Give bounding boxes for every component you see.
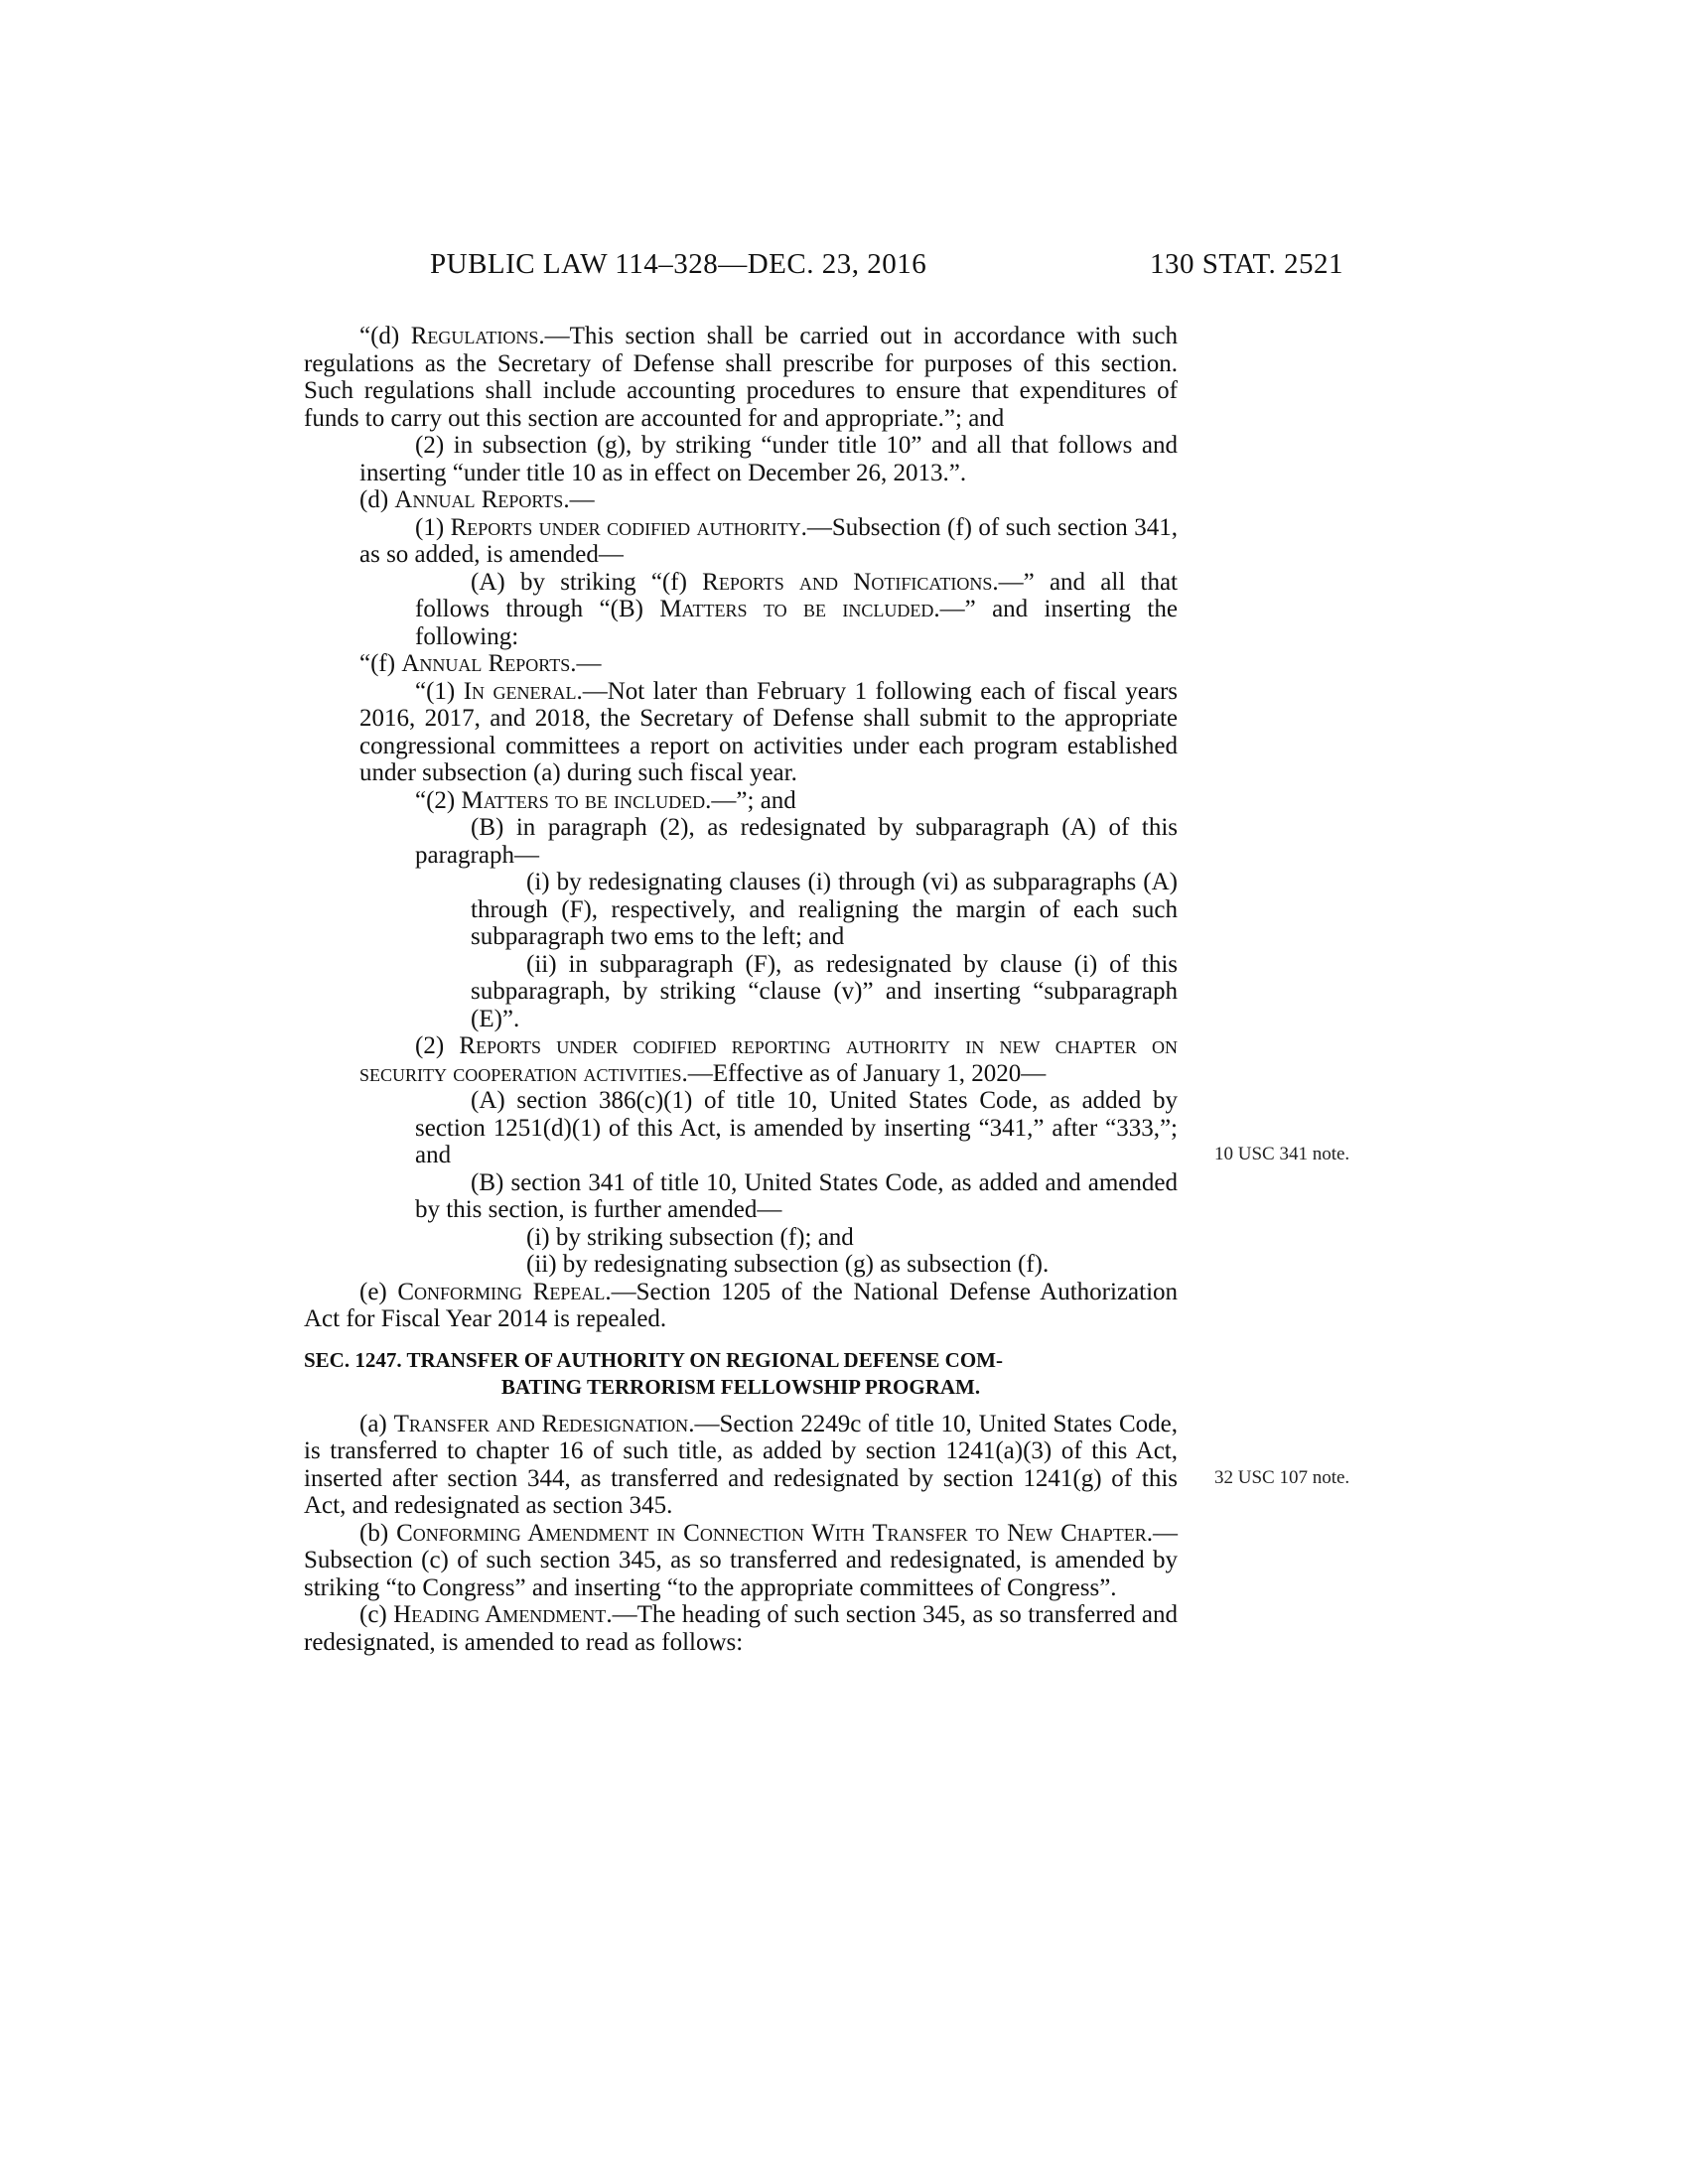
margin-note-10-usc-341: 10 USC 341 note. — [1214, 1144, 1350, 1164]
paragraph-d-regulations: “(d) Regulations.—This section shall be carried out in accordance with such regulations as the Secretary of Defense shall prescribe for purposes of this section. Such regulations shall include accounting procedures to ensure that expenditures of funds to carry out this section are accounted for and appropriate.”; and — [304, 323, 1178, 432]
running-title: PUBLIC LAW 114–328—DEC. 23, 2016 — [430, 248, 927, 280]
paragraph-a-striking: (A) by striking “(f) Reports and Notifications.—” and all that follows through “(B) Matters to be included.—” and inserting the following: — [415, 568, 1179, 650]
paragraph-e-conforming-repeal: (e) Conforming Repeal.—Section 1205 of the National Defense Authorization Act for Fiscal Year 2014 is repealed. — [304, 1278, 1179, 1332]
clause-ii-subparagraph-f: (ii) in subparagraph (F), as redesignated by clause (i) of this subparagraph, by striking “clause (v)” and inserting “subparagraph (E)”. — [471, 950, 1178, 1032]
paragraph-a-section-386: (A) section 386(c)(1) of title 10, United States Code, as added by section 1251(d)(1) of this Act, is amended by inserting “341,” after “333,”; and — [415, 1087, 1178, 1168]
paragraph-2-matters: “(2) Matters to be included.—”; and — [415, 786, 796, 814]
document-body — [304, 323, 1178, 1656]
section-1247-heading: SEC. 1247. TRANSFER OF AUTHORITY ON REGIONAL DEFENSE COM- BATING TERRORISM FELLOWSHIP PROGRAM. — [304, 1347, 1003, 1399]
margin-note-32-usc-107: 32 USC 107 note. — [1214, 1467, 1350, 1488]
paragraph-2-subsection-g: (2) in subsection (g), by striking “under title 10” and all that follows and inserting “under title 10 as in effect on December 26, 2013.”. — [359, 432, 1178, 486]
paragraph-c-heading-amendment: (c) Heading Amendment.—The heading of such section 345, as so transferred and redesignated, is amended to read as follows: — [304, 1601, 1178, 1656]
paragraph-1-in-general: “(1) In general.—Not later than February 1 following each of fiscal years 2016, 2017, and 2018, the Secretary of Defense shall submit to the appropriate congressional committees a report on activities under each program established under subsection (a) during such fiscal year. — [359, 677, 1178, 786]
paragraph-b-in-paragraph-2: (B) in paragraph (2), as redesignated by subparagraph (A) of this paragraph— — [415, 814, 1178, 869]
paragraph-f-annual-reports: “(f) Annual Reports.— — [359, 650, 602, 677]
paragraph-b-section-341: (B) section 341 of title 10, United States Code, as added and amended by this section, is further amended— — [415, 1168, 1178, 1223]
clause-i-redesignating: (i) by redesignating clauses (i) through (vi) as subparagraphs (A) through (F), respectively, and realigning the margin of each such subparagraph two ems to the left; and — [471, 869, 1178, 950]
statute-page-number: 130 STAT. 2521 — [1150, 248, 1344, 280]
paragraph-1-reports-codified: (1) Reports under codified authority.—Subsection (f) of such section 341, as so added, is amended— — [359, 513, 1179, 568]
paragraph-a-transfer: (a) Transfer and Redesignation.—Section 2249c of title 10, United States Code, is transferred to chapter 16 of such title, as added by section 1241(a)(3) of this Act, inserted after section 344, as transferred and redesignated by section 1241(g) of this Act, and redesignated as section 345. — [304, 1410, 1179, 1519]
paragraph-2-reports-new-chapter: (2) Reports under codified reporting authority in new chapter on security cooperation activities.—Effective as of January 1, 2020— — [359, 1032, 1179, 1087]
clause-ii-redesignating-g: (ii) by redesignating subsection (g) as subsection (f). — [526, 1251, 1050, 1278]
clause-i-striking-f: (i) by striking subsection (f); and — [526, 1223, 854, 1251]
paragraph-d-annual-reports: (d) Annual Reports.— — [359, 486, 595, 513]
paragraph-b-conforming-amendment: (b) Conforming Amendment in Connection With Transfer to New Chapter.—Subsection (c) of such section 345, as so transferred and redesignated, is amended by striking “to Congress” and inserting “to the appropriate committees of Congress”. — [304, 1519, 1179, 1601]
page-header — [0, 248, 1688, 288]
